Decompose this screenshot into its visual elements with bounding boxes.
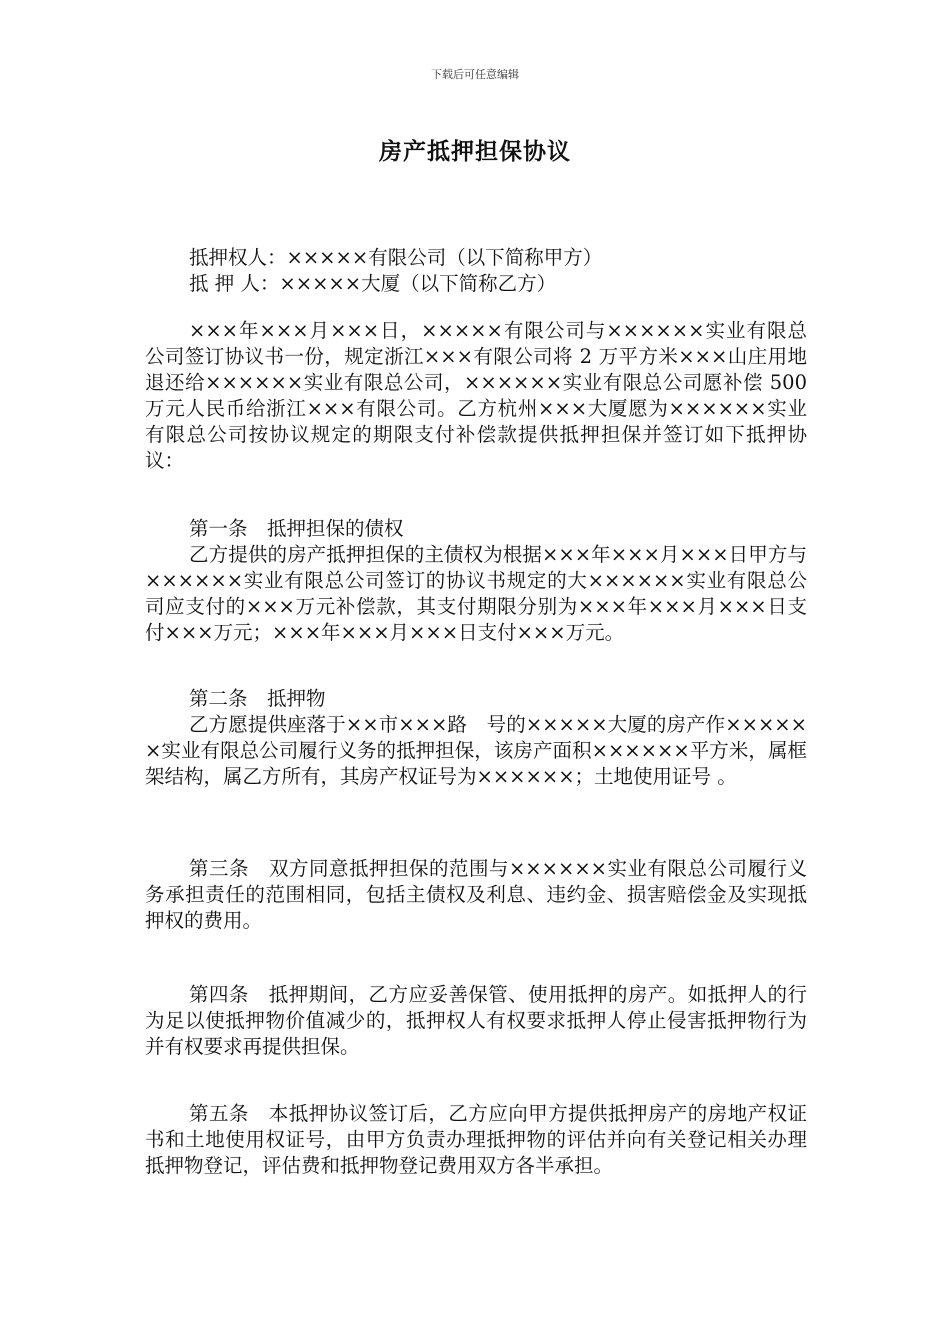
mortgagor-line: 抵 押 人：×××××大厦（以下简称乙方） xyxy=(189,272,557,295)
preamble-block xyxy=(145,318,807,474)
header-note: 下载后可任意编辑 xyxy=(431,68,519,81)
article-5 xyxy=(145,1101,807,1179)
article-2 xyxy=(145,686,807,790)
article-heading: 第二条 抵押物 xyxy=(189,687,326,710)
mortgagee-line: 抵押权人：×××××有限公司（以下简称甲方） xyxy=(189,246,603,269)
article-1 xyxy=(145,516,807,646)
article-4 xyxy=(145,982,807,1060)
article-paragraph: 第三条 双方同意抵押担保的范围与××××××实业有限总公司履行义务承担责任的范围相同，包括主债权及利息、违约金、损害赔偿金及实现抵押权的费用。 xyxy=(145,857,807,932)
article-3 xyxy=(145,856,807,934)
parties-block xyxy=(145,245,807,297)
document-title: 房产抵押担保协议 xyxy=(379,138,571,165)
article-paragraph: 第五条 本抵押协议签订后，乙方应向甲方提供抵押房产的房地产权证书和土地使用权证号，由甲方负责办理抵押物的评估并向有关登记相关办理抵押物登记，评估费和抵押物登记费用双方各半承担。 xyxy=(145,1102,807,1177)
article-paragraph: 第四条 抵押期间，乙方应妥善保管、使用抵押的房产。如抵押人的行为足以使抵押物价值减少的，抵押权人有权要求抵押人停止侵害抵押物行为并有权要求再提供担保。 xyxy=(145,983,807,1058)
article-body: 乙方愿提供座落于××市×××路 号的×××××大厦的房产作××××××实业有限总公司履行义务的抵押担保，该房产面积××××××平方米，属框架结构，属乙方所有，其房产权证号为××××××；土地使用证号 。 xyxy=(145,713,807,788)
article-body: 乙方提供的房产抵押担保的主债权为根据×××年×××月×××日甲方与××××××实业有限总公司签订的协议书规定的大××××××实业有限总公司应支付的×××万元补偿款，其支付期限分别为×××年×××月×××日支付×××万元；×××年×××月×××日支付×××万元。 xyxy=(145,543,807,644)
preamble-paragraph: ×××年×××月×××日，×××××有限公司与××××××实业有限总公司签订协议书一份，规定浙江×××有限公司将 2 万平方米×××山庄用地退还给××××××实业有限总公司，××××××实业有限总公司愿补偿 500 万元人民币给浙江×××有限公司。乙方杭州×××大厦愿为××××××实业有限总公司按协议规定的期限支付补偿款提供抵押担保并签订如下抵押协议： xyxy=(145,319,807,472)
article-heading: 第一条 抵押担保的债权 xyxy=(189,517,404,540)
